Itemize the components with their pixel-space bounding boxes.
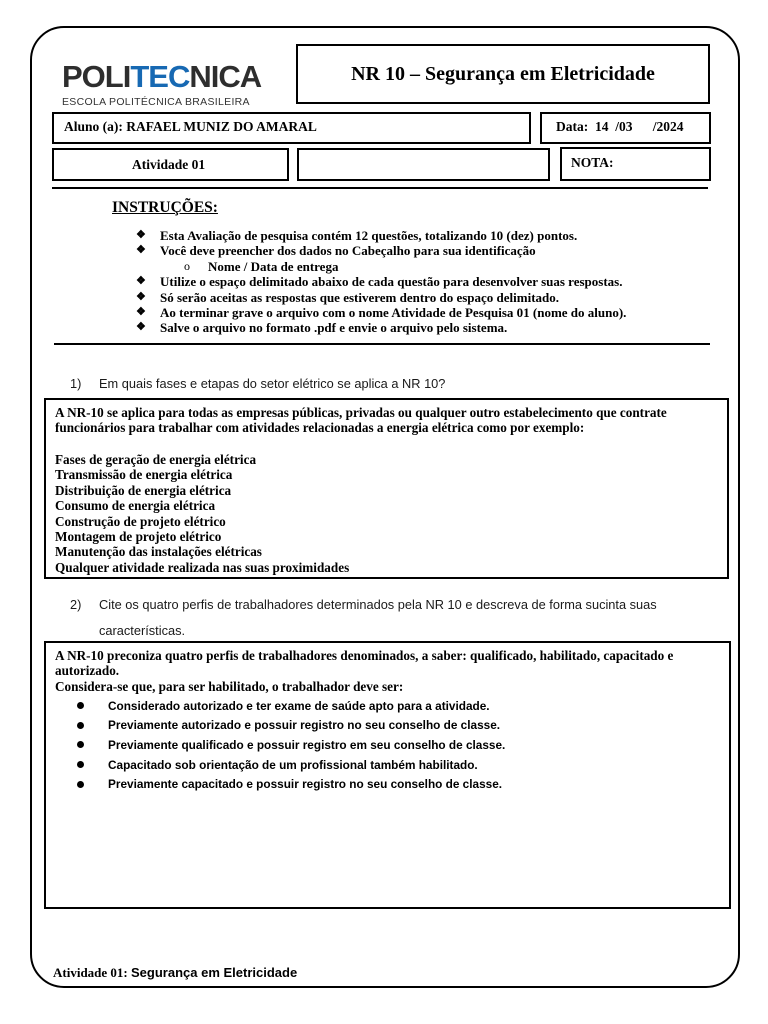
answer-line: Consumo de energia elétrica xyxy=(55,498,216,514)
question-number: 1) xyxy=(70,376,82,391)
logo-subtitle: ESCOLA POLITÉCNICA BRASILEIRA xyxy=(62,96,250,108)
bullet-icon xyxy=(77,741,84,748)
bullet-icon xyxy=(77,702,84,709)
diamond-bullet-icon: ❖ xyxy=(136,306,146,319)
question-text: Cite os quatro perfis de trabalhadores determinados pela NR 10 e descreva de forma sucinta suas xyxy=(99,597,657,612)
diamond-bullet-icon: ❖ xyxy=(136,321,146,334)
instruction-item: ❖ Esta Avaliação de pesquisa contém 12 questões, totalizando 10 (dez) pontos. xyxy=(136,228,578,243)
diamond-bullet-icon: ❖ xyxy=(136,244,146,257)
answer-line: Construção de projeto elétrico xyxy=(55,513,226,529)
bullet-icon xyxy=(77,761,84,768)
instruction-item: ❖ Ao terminar grave o arquivo com o nome Atividade de Pesquisa 01 (nome do aluno). xyxy=(136,305,627,321)
document-title: NR 10 – Segurança em Eletricidade xyxy=(351,62,655,85)
footer-label: Atividade 01: xyxy=(53,965,128,980)
logo-wordmark: POLITECNICA xyxy=(62,59,262,94)
answer-line: Distribuição de energia elétrica xyxy=(55,482,232,498)
diamond-bullet-icon: ❖ xyxy=(136,229,146,241)
answer-box-1[interactable] xyxy=(44,398,729,579)
bullet-icon xyxy=(77,781,84,788)
student-name: Aluno (a): RAFAEL MUNIZ DO AMARAL xyxy=(64,119,317,134)
diamond-bullet-icon: ❖ xyxy=(136,275,146,288)
student-name-field xyxy=(52,112,531,144)
answer-box-2[interactable] xyxy=(44,641,731,909)
activity-field xyxy=(52,148,289,181)
answer-line: Montagem de projeto elétrico xyxy=(55,529,222,545)
answer-bullet: Previamente qualificado e possuir registro em seu conselho de classe. xyxy=(72,735,505,755)
answer-bullet: Capacitado sob orientação de um profissional também habilitado. xyxy=(72,755,505,775)
answer-bullet: Previamente capacitado e possuir registro no seu conselho de classe. xyxy=(72,774,505,794)
instructions-list xyxy=(136,228,626,336)
answer-bullet: Previamente autorizado e possuir registro no seu conselho de classe. xyxy=(72,716,505,736)
footer-text: Segurança em Eletricidade xyxy=(131,965,298,980)
instructions-title: INSTRUÇÕES: xyxy=(112,199,218,216)
diamond-bullet-icon: ❖ xyxy=(136,290,146,303)
document-title-box xyxy=(296,44,710,104)
question-text: Em quais fases e etapas do setor elétrico se aplica a NR 10? xyxy=(99,376,446,391)
instruction-item: ❖ Salve o arquivo no formato .pdf e envie o arquivo pelo sistema. xyxy=(136,320,508,336)
question-text-continued: características. xyxy=(99,623,186,638)
grade-label: NOTA: xyxy=(571,155,614,170)
date-field xyxy=(540,112,711,144)
activity-label: Atividade 01 xyxy=(132,157,206,172)
instruction-item: ❖ Só serão aceitas as respostas que estiverem dentro do espaço delimitado. xyxy=(136,289,560,305)
page-footer xyxy=(53,965,297,981)
circle-bullet-icon: o xyxy=(184,258,190,273)
header-divider xyxy=(52,187,708,189)
instruction-subitem: o Nome / Data de entrega xyxy=(184,258,339,274)
answer-line: Fases de geração de energia elétrica xyxy=(55,452,257,467)
date-value: Data: 14 /03 /2024 xyxy=(556,119,684,134)
answer-bullet: Considerado autorizado e ter exame de saúde apto para a atividade. xyxy=(72,696,505,716)
answer-list xyxy=(55,452,349,575)
blank-field xyxy=(297,148,550,181)
answer-bullet-list xyxy=(72,696,505,794)
answer-line: Qualquer atividade realizada nas suas proximidades xyxy=(55,559,350,575)
instruction-item: ❖ Utilize o espaço delimitado abaixo de cada questão para desenvolver suas respostas. xyxy=(136,274,623,290)
question-number: 2) xyxy=(70,597,82,612)
answer-intro: A NR-10 se aplica para todas as empresas públicas, privadas ou qualquer outro estabelecimento que contrate funcionários para trabalhar com atividades relacionadas a energia elétrica como por exemplo: xyxy=(55,405,667,436)
answer-intro: A NR-10 preconiza quatro perfis de trabalhadores denominados, a saber: qualificado, habilitado, capacitado e autorizado. xyxy=(55,648,674,679)
bullet-icon xyxy=(77,722,84,729)
answer-line: Manutenção das instalações elétricas xyxy=(55,544,262,560)
instructions-divider xyxy=(54,343,710,345)
answer-line: Transmissão de energia elétrica xyxy=(55,467,233,483)
instruction-item: ❖ Você deve preencher dos dados no Cabeçalho para sua identificação xyxy=(136,243,536,259)
answer-intro-2: Considera-se que, para ser habilitado, o trabalhador deve ser: xyxy=(55,679,404,694)
grade-field xyxy=(560,147,711,181)
school-logo xyxy=(62,59,262,110)
